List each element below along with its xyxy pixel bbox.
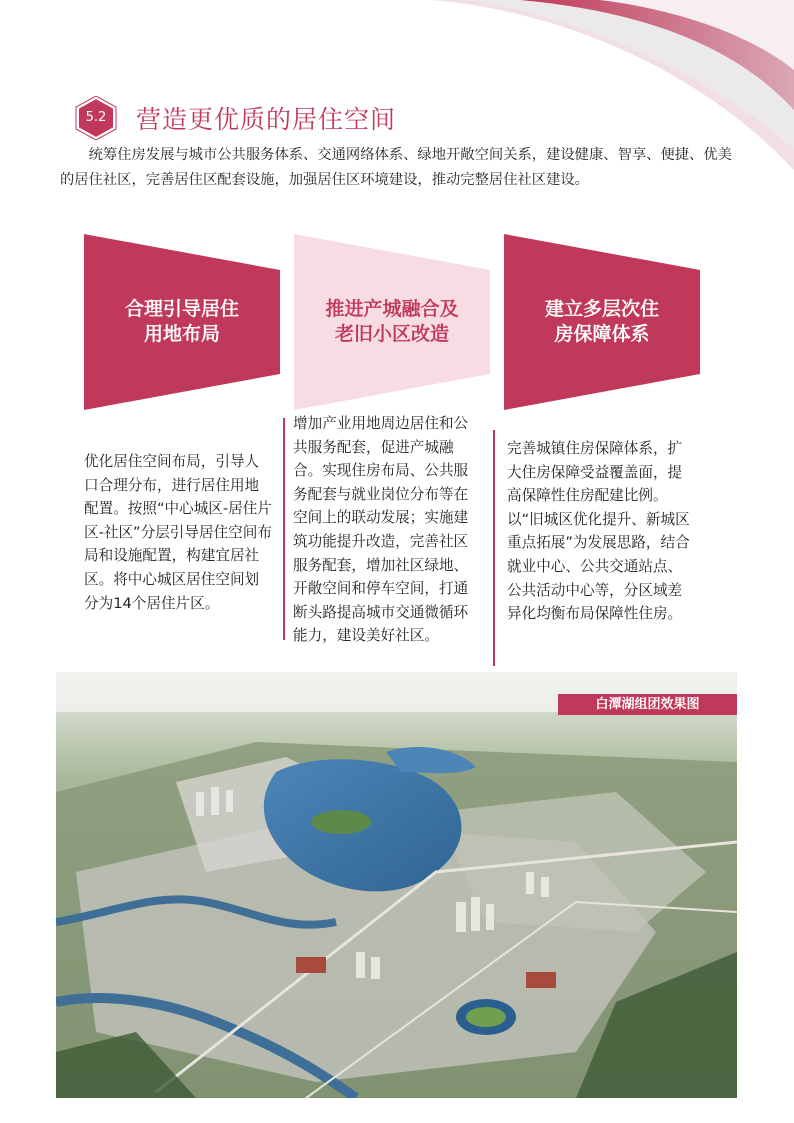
card-title: 建立多层次住 房保障体系 xyxy=(544,298,659,345)
column-text-3: 完善城镇住房保障体系，扩大住房保障受益覆盖面，提高保障性住房配建比例。以“旧城区优化提升、新城区重点拓展”为发展思路，结合就业中心、公共交通站点、公共活动中心等，分区域差异化均衡布局保障性住房。 xyxy=(507,440,690,623)
image-caption: 白潭湖组团效果图 xyxy=(558,694,737,715)
section-number: 5.2 xyxy=(85,110,107,125)
section-number-badge xyxy=(74,96,118,140)
aerial-illustration xyxy=(56,672,737,1098)
section-title: 营造更优质的居住空间 xyxy=(136,105,397,134)
intro-paragraph: 统筹住房发展与城市公共服务体系、交通网络体系、绿地开敞空间关系，建设健康、智享、便捷、优美的居住社区，完善居住区配套设施，加强居住区环境建设，推动完整居住社区建设。 xyxy=(60,147,732,188)
card-housing-security xyxy=(504,234,700,410)
card-title: 合理引导居住 用地布局 xyxy=(124,298,239,345)
card-industry-city-integration xyxy=(294,234,490,410)
column-divider xyxy=(493,430,495,666)
column-text-2: 增加产业用地周边居住和公共服务配套，促进产城融合。实现住房布局、公共服务配套与就业岗位分布等在空间上的联动发展；实施建筑功能提升改造，完善社区服务配套，增加社区绿地、开敞空间和停车空间，打通断头路提高城市交通微循环能力，建设美好社区。 xyxy=(293,415,469,645)
corner-decoration xyxy=(0,0,794,260)
aerial-rendering-image xyxy=(56,672,737,1098)
card-residential-layout xyxy=(84,234,280,410)
card-title: 推进产城融合及 老旧小区改造 xyxy=(325,298,459,345)
column-divider xyxy=(283,418,285,640)
column-text-1: 优化居住空间布局，引导人口合理分布，进行居住用地配置。按照“中心城区-居住片区-社区”分层引导居住空间布局和设施配置，构建宜居社区。将中心城区居住空间划分为14个居住片区。 xyxy=(84,453,272,612)
